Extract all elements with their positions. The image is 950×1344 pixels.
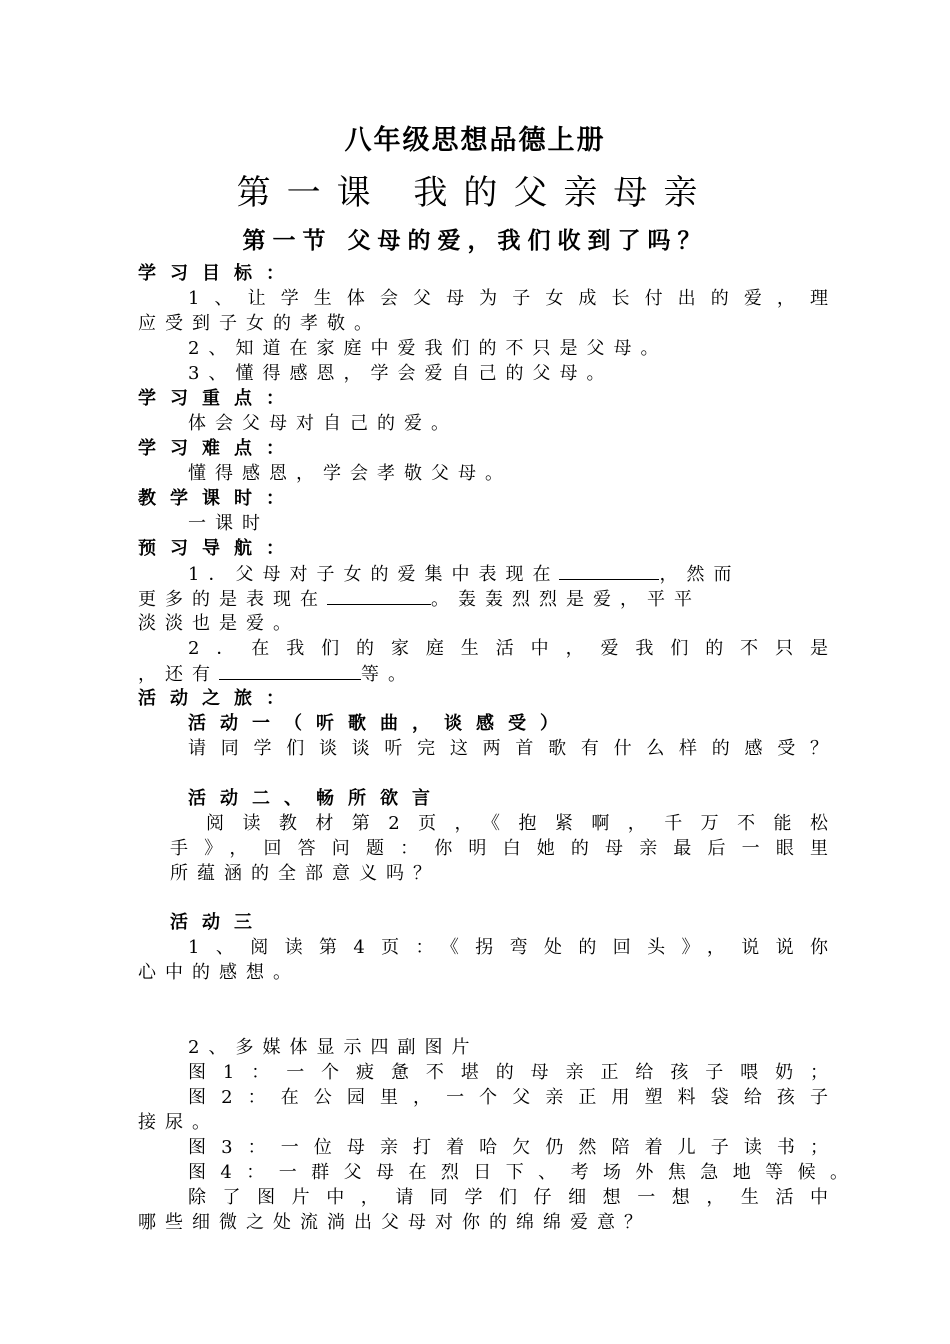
- objective-1-line-1: 1、让学生体会父母为子女成长付出的爱，理: [188, 288, 828, 309]
- preview-question-1-line-2: [138, 586, 828, 611]
- activity-1-text: 请同学们谈谈听完这两首歌有什么样的感受？: [188, 738, 828, 759]
- figure-2-line-1: 图2：在公园里，一个父亲正用塑料袋给孩子: [188, 1087, 828, 1108]
- activity-2-line-3: 所蕴涵的全部意义吗？: [170, 863, 440, 884]
- preview-q1-text-d: 。轰轰烈烈是爱，平平: [431, 589, 701, 610]
- fill-blank-3[interactable]: [219, 661, 361, 680]
- focus-text: 体会父母对自己的爱。: [188, 413, 458, 434]
- preview-q1-text-b: ，然而: [659, 564, 741, 585]
- activity-2-title: 活动二、畅所欲言: [188, 788, 444, 809]
- preview-heading: 预习导航：: [138, 538, 298, 559]
- figure-1-description: 图1：一个疲惫不堪的母亲正给孩子喂奶；: [188, 1062, 828, 1083]
- activity-2-line-2: 手》，回答问题：你明白她的母亲最后一眼里: [170, 838, 828, 859]
- fill-blank-2[interactable]: [327, 586, 431, 605]
- figure-2-line-2: 接尿。: [138, 1112, 219, 1133]
- preview-question-2-line-1: 2．在我们的家庭生活中，爱我们的不只是: [188, 638, 828, 659]
- preview-q2-text-c: 等。: [361, 664, 415, 685]
- book-title: 八年级思想品德上册: [344, 125, 606, 156]
- preview-q1-text-a: 1．父母对子女的爱集中表现在: [188, 564, 560, 585]
- activity-2-line-1: 阅读教材第2页，《抱紧啊，千万不能松: [206, 813, 828, 834]
- fill-blank-1[interactable]: [559, 561, 659, 580]
- preview-question-1-line-3: 淡淡也是爱。: [138, 613, 300, 634]
- class-hours-text: 一课时: [188, 513, 269, 534]
- activity-3-title: 活动三: [170, 912, 266, 933]
- objective-1-line-2: 应受到子女的孝敬。: [138, 313, 381, 334]
- activity-3-item-1-line-2: 心中的感想。: [138, 962, 300, 983]
- activity-3-item-1-line-1: 1、阅读第4页：《拐弯处的回头》，说说你: [188, 937, 828, 958]
- class-hours-heading: 教学课时：: [138, 488, 298, 509]
- preview-q1-text-c: 更多的是表现在: [138, 589, 327, 610]
- lesson-title: 第一课 我的父亲母亲: [236, 173, 714, 213]
- difficulty-text: 懂得感恩，学会孝敬父母。: [188, 463, 512, 484]
- difficulty-heading: 学习难点：: [138, 438, 298, 459]
- objectives-heading: 学习目标：: [138, 263, 298, 284]
- preview-q2-text-b: ，还有: [138, 664, 219, 685]
- figure-4-description: 图4：一群父母在烈日下、考场外焦急地等候。: [188, 1162, 848, 1183]
- closing-question-line-1: 除了图片中，请同学们仔细想一想，生活中: [188, 1187, 828, 1208]
- activity-1-title: 活动一（听歌曲，谈感受）: [188, 713, 572, 734]
- section-title: 第一节 父母的爱，我们收到了吗？: [242, 228, 708, 254]
- figure-3-description: 图3：一位母亲打着哈欠仍然陪着儿子读书；: [188, 1137, 828, 1158]
- objective-3: 3、懂得感恩，学会爱自己的父母。: [188, 363, 614, 384]
- activity-3-item-2-title: 2、多媒体显示四副图片: [188, 1037, 479, 1058]
- preview-question-2-line-2: [138, 661, 828, 686]
- closing-question-line-2: 哪些细微之处流淌出父母对你的绵绵爱意？: [138, 1212, 651, 1233]
- activities-heading: 活动之旅：: [138, 688, 298, 709]
- focus-heading: 学习重点：: [138, 388, 298, 409]
- preview-question-1-line-1: [188, 561, 828, 586]
- objective-2: 2、知道在家庭中爱我们的不只是父母。: [188, 338, 668, 359]
